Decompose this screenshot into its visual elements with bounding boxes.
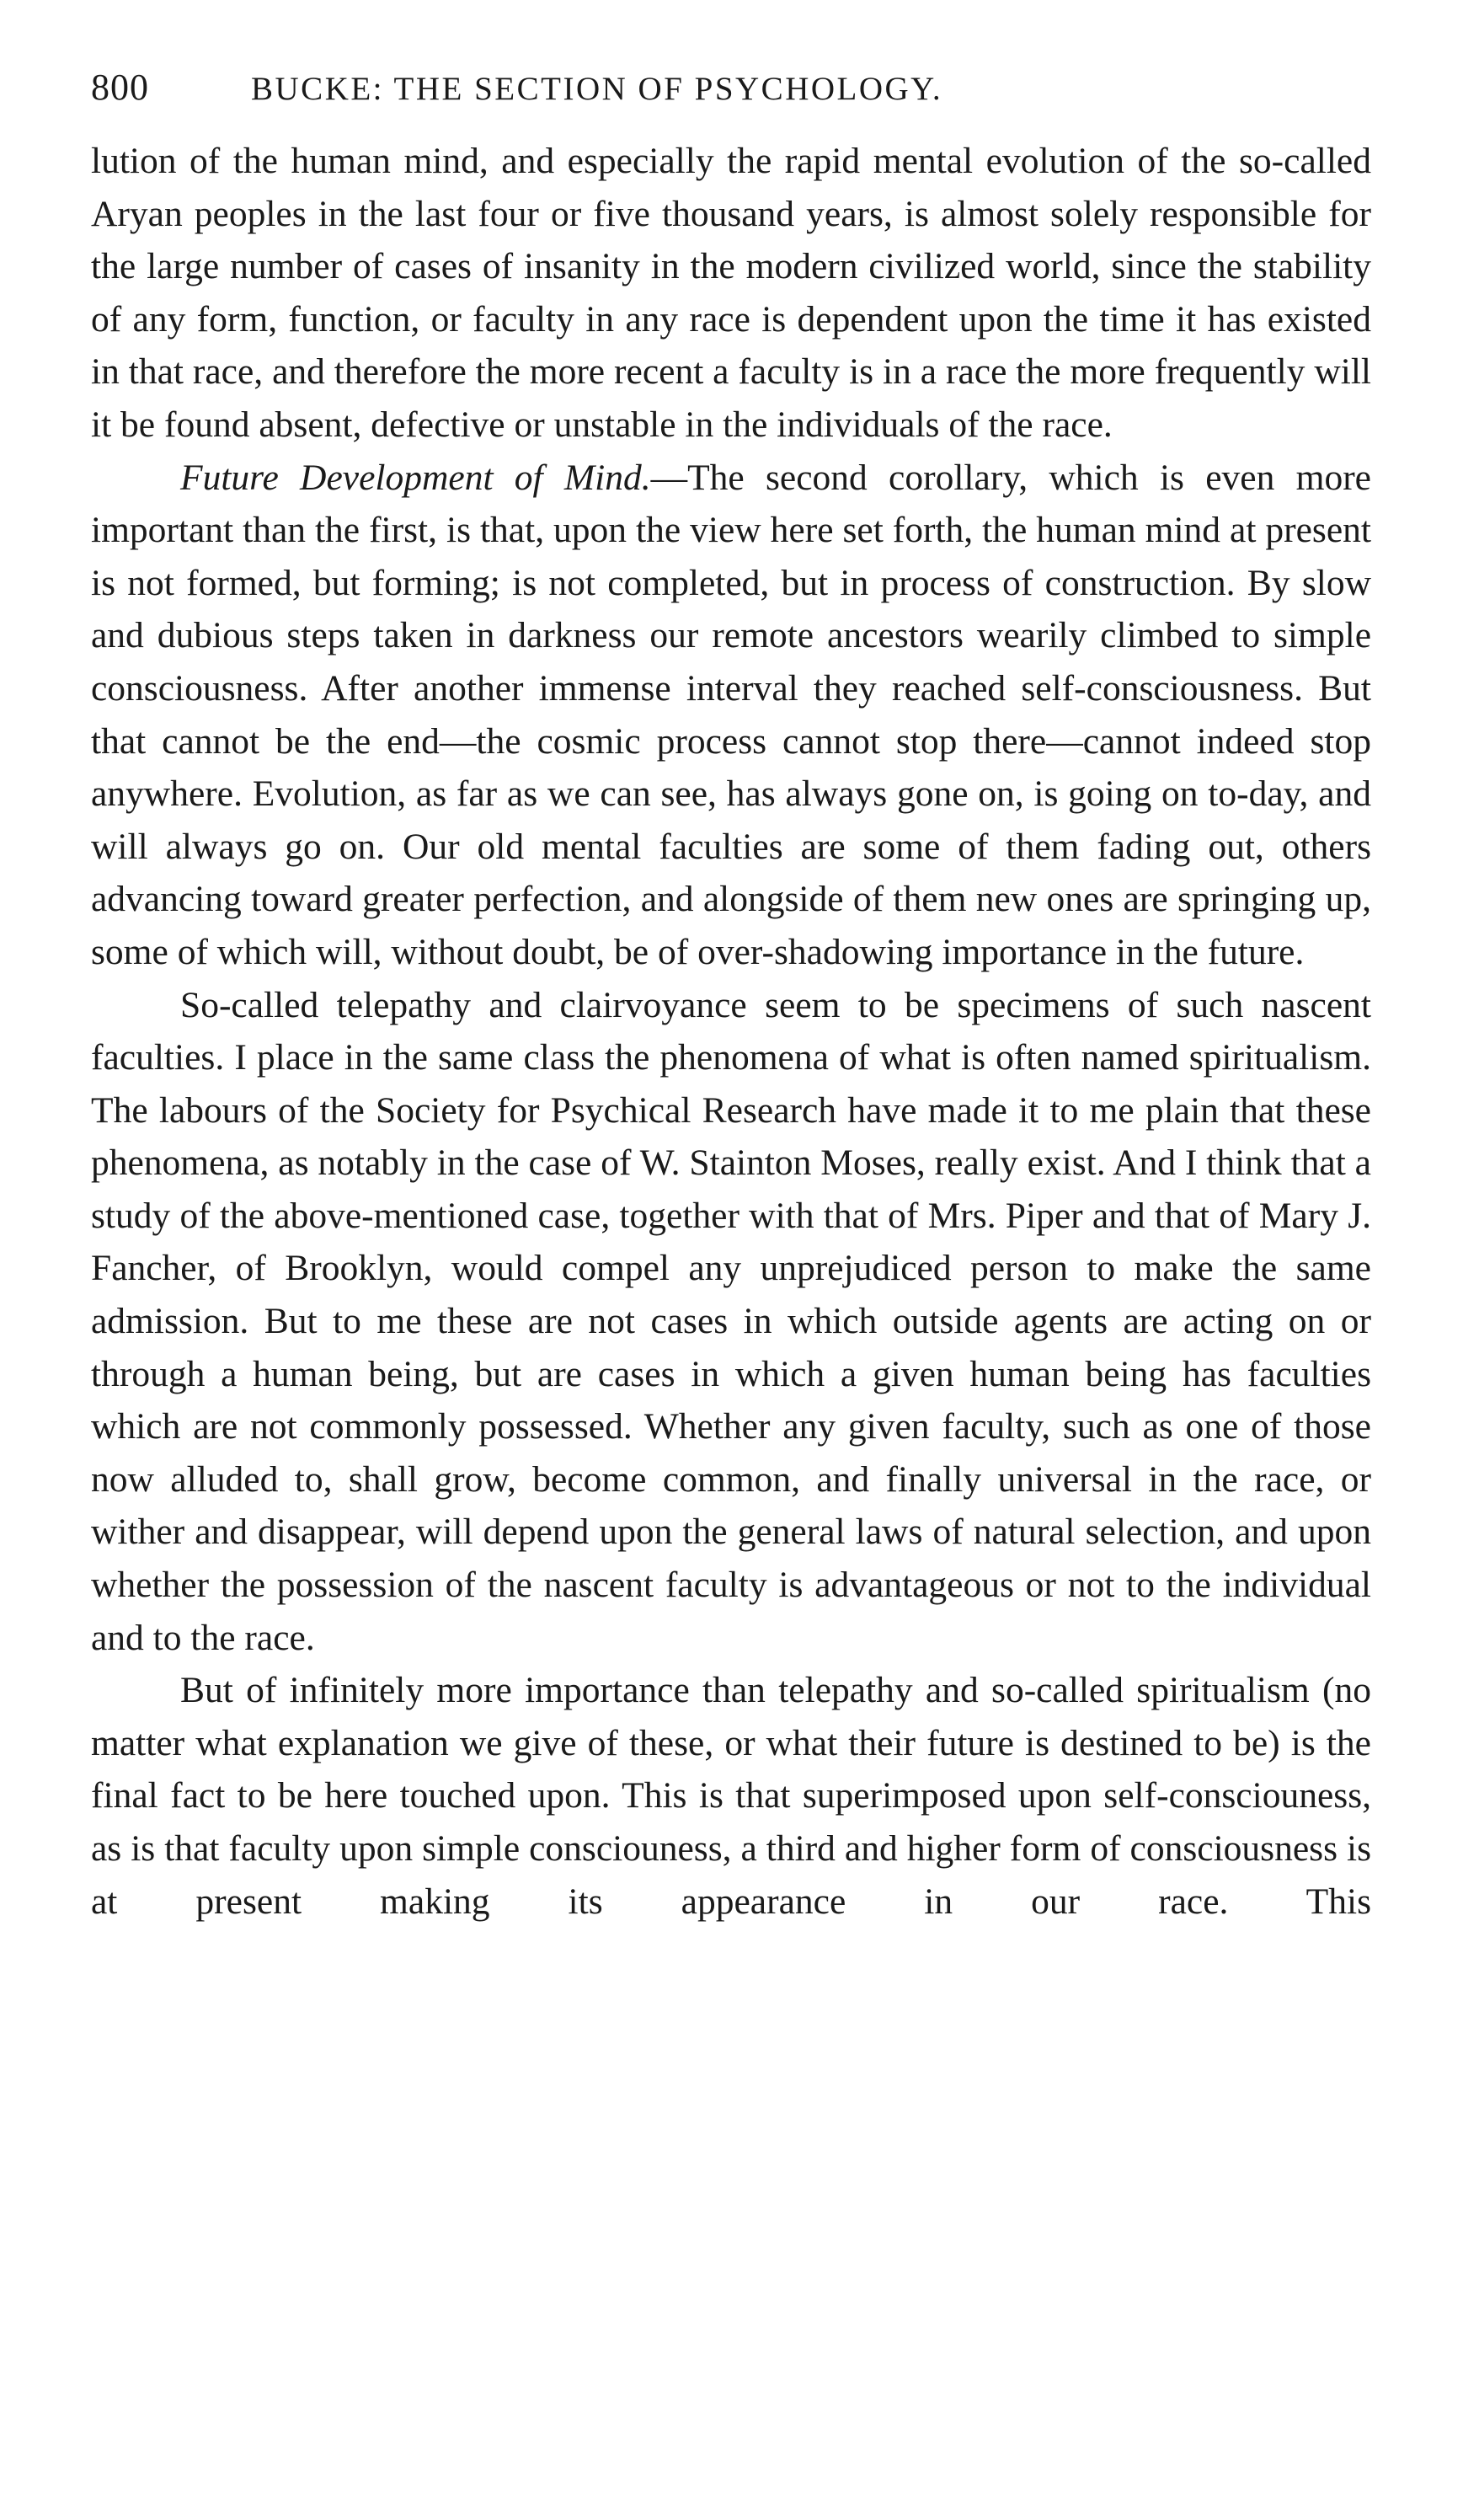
paragraph-2-text: —The second corollary, which is even more important than the first, is that, upon the view here set forth, the human mind at present is not formed, but forming; is not completed, but in process of construction. By slow and dubious steps taken in darkness our remote ancestors wearily climbed to simple consciousness. After another immense interval they reached self-consciousness. But that cannot be the end—the cosmic process cannot stop there—cannot indeed stop anywhere. Evolution, as far as we can see, has always gone on, is going on to-day, and will always go on. Our old mental faculties are some of them fading out, others advancing toward greater perfection, and alongside of them new ones are springing up, some of which will, without doubt, be of over-shadowing importance in the future. — [91, 457, 1371, 972]
body-text — [91, 135, 1371, 1928]
paragraph-1: lution of the human mind, and especially the rapid mental evolution of the so-called Aryan peoples in the last four or five thousand years, is almost solely responsible for the large number of cases of insanity in the modern civilized world, since the stability of any form, function, or faculty in any race is dependent upon the time it has existed in that race, and therefore the more recent a faculty is in a race the more frequently will it be found absent, defective or unstable in the individuals of the race. — [91, 141, 1371, 445]
section-heading: Future Development of Mind. — [180, 457, 651, 498]
running-header — [91, 66, 1371, 130]
paragraph-3: So-called telepathy and clairvoyance seem to be specimens of such nascent faculties. I place in the same class the phenomena of what is often named spiritualism. The labours of the Society for Psychical Research have made it to me plain that these phenomena, as notably in the case of W. Stainton Moses, really exist. And I think that a study of the above-mentioned case, together with that of Mrs. Piper and that of Mary J. Fancher, of Brooklyn, would compel any unprejudiced person to make the same admission. But to me these are not cases in which outside agents are acting on or through a human being, but are cases in which a given human being has faculties which are not commonly possessed. Whether any given faculty, such as one of those now alluded to, shall grow, become common, and finally universal in the race, or wither and disappear, will depend upon the general laws of natural selection, and upon whether the possession of the nascent faculty is advantageous or not to the individual and to the race. — [91, 984, 1371, 1658]
document-page — [91, 66, 1371, 1928]
paragraph-4: But of infinitely more importance than telepathy and so-called spiritualism (no matter what explanation we give of these, or what their future is destined to be) is the final fact to be here touched upon. This is that superimposed upon self-consciouness, as is that faculty upon simple consciouness, a third and higher form of consciousness is at present making its appearance in our race. This — [91, 1670, 1371, 1922]
page-number: 800 — [91, 67, 149, 108]
running-title: BUCKE: THE SECTION OF PSYCHOLOGY. — [251, 71, 943, 107]
paragraph-2 — [91, 452, 1371, 979]
